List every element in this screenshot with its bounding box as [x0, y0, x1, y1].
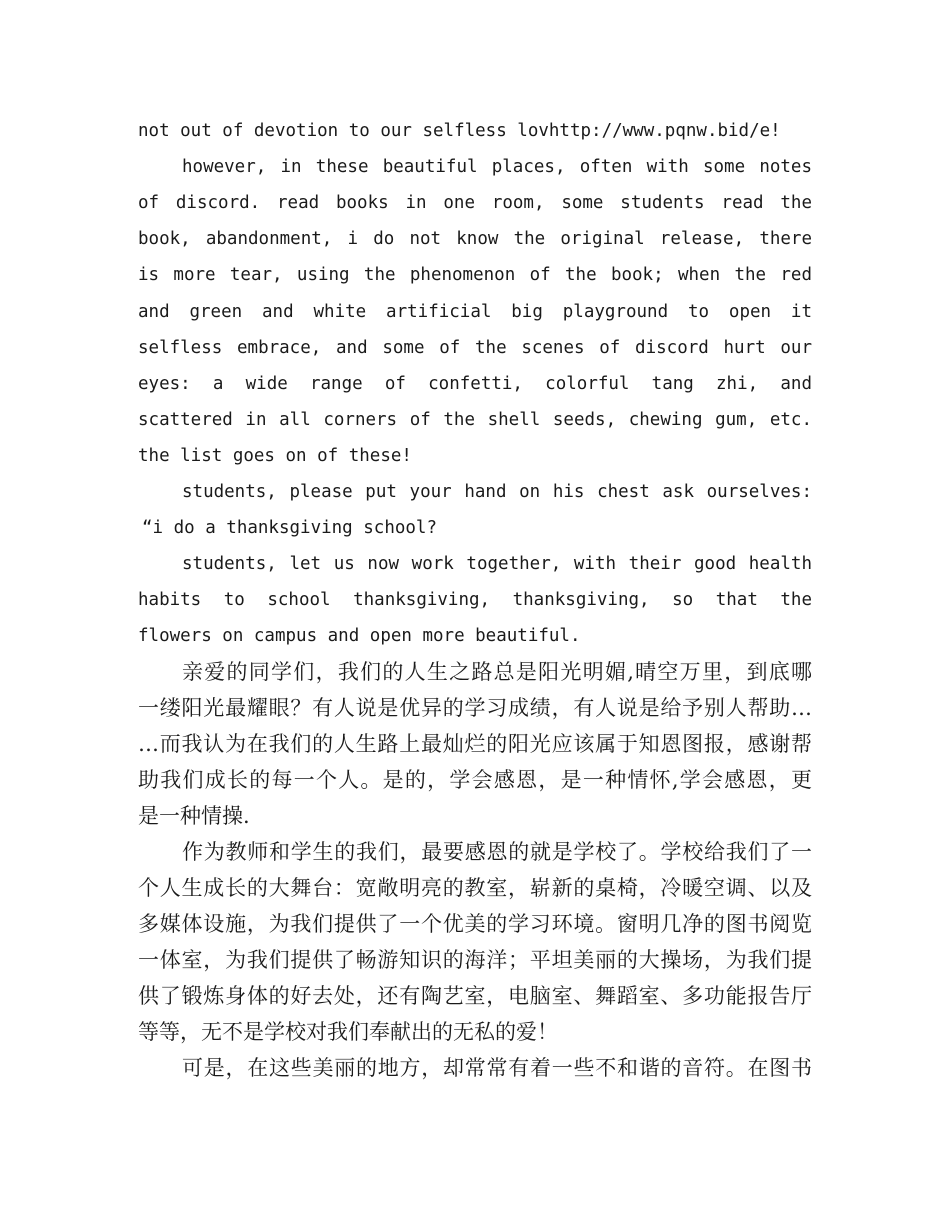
- text-line: 作为教师和学生的我们，最要感恩的就是学校了。学校给我们了一: [182, 840, 812, 864]
- text-line: 是一种情操.: [138, 804, 250, 828]
- text-line: 亲爱的同学们，我们的人生之路总是阳光明媚,晴空万里，到底哪: [182, 660, 812, 684]
- text-line: the list goes on of these!: [138, 446, 412, 466]
- text-line: 一缕阳光最耀眼？有人说是优异的学习成绩，有人说是给予别人帮助…: [138, 696, 812, 720]
- text-line: 个人生成长的大舞台：宽敞明亮的教室，崭新的桌椅，冷暖空调、以及: [138, 876, 812, 900]
- text-line: 多媒体设施，为我们提供了一个优美的学习环境。窗明几净的图书阅览: [138, 912, 812, 936]
- text-line: 供了锻炼身体的好去处，还有陶艺室，电脑室、舞蹈室、多功能报告厅: [138, 984, 812, 1008]
- text-line: students, let us now work together, with their good health: [182, 554, 812, 574]
- text-line: not out of devotion to our selfless lovhttp://www.pqnw.bid/e!: [138, 121, 781, 141]
- text-line: habits to school thanksgiving, thanksgiving, so that the: [138, 590, 812, 610]
- text-line: scattered in all corners of the shell seeds, chewing gum, etc.: [138, 410, 812, 430]
- text-line: however, in these beautiful places, often with some notes: [182, 157, 812, 177]
- text-line: …而我认为在我们的人生路上最灿烂的阳光应该属于知恩图报，感谢帮: [138, 732, 812, 756]
- text-line: 等等，无不是学校对我们奉献出的无私的爱！: [138, 1020, 558, 1044]
- text-line: is more tear, using the phenomenon of the book; when the red: [138, 265, 812, 285]
- text-line: and green and white artificial big playground to open it: [138, 302, 812, 322]
- text-line: of discord. read books in one room, some students read the: [138, 193, 812, 213]
- text-line: book, abandonment, i do not know the original release, there: [138, 229, 812, 249]
- text-line: “i do a thanksgiving school?: [142, 518, 438, 538]
- text-line: 一体室，为我们提供了畅游知识的海洋；平坦美丽的大操场，为我们提: [138, 948, 812, 972]
- text-line: eyes: a wide range of confetti, colorful tang zhi, and: [138, 374, 812, 394]
- text-line: 可是，在这些美丽的地方，却常常有着一些不和谐的音符。在图书: [182, 1056, 812, 1080]
- text-line: students, please put your hand on his chest ask ourselves:: [182, 482, 812, 502]
- text-line: selfless embrace, and some of the scenes of discord hurt our: [138, 338, 812, 358]
- text-line: flowers on campus and open more beautiful.: [138, 626, 581, 646]
- text-line: 助我们成长的每一个人。是的，学会感恩，是一种情怀,学会感恩，更: [138, 768, 812, 792]
